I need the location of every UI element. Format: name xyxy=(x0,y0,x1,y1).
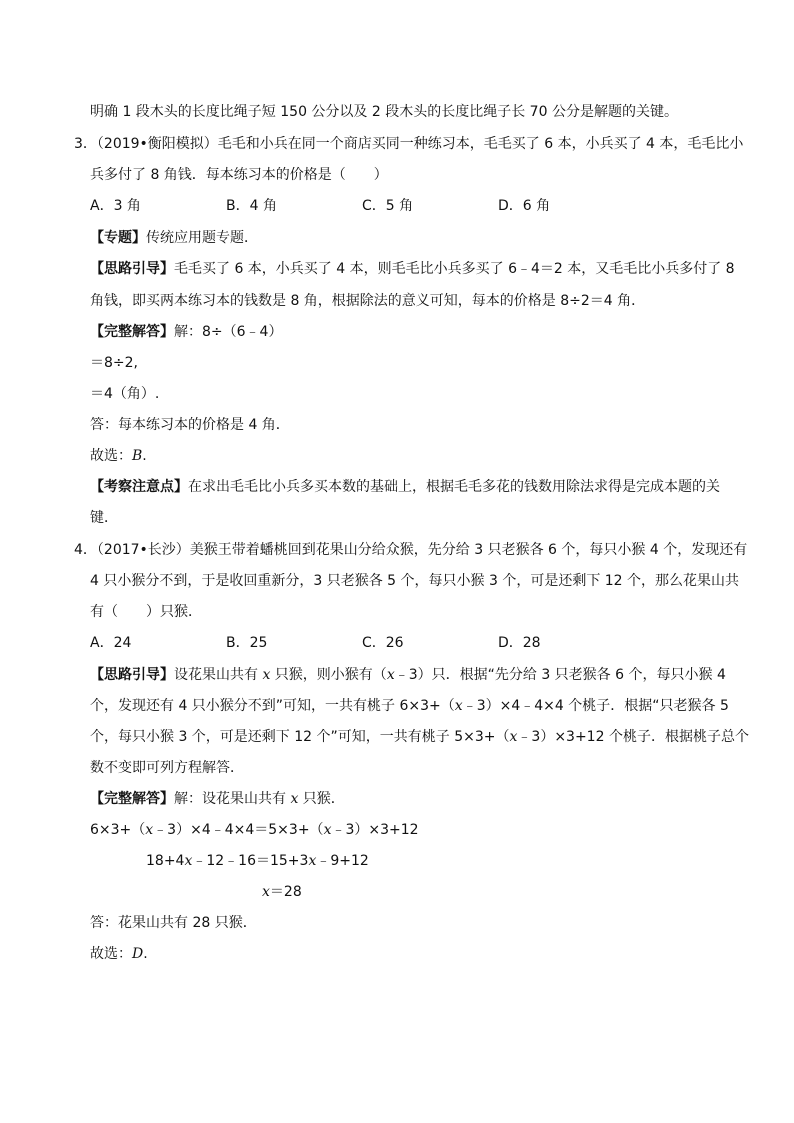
hint-text: 个，每只小猴 3 个，可是还剩下 12 个”可知，一共有桃子 5×3+（ xyxy=(90,729,510,745)
equation-text: ﹣3）×3+12 xyxy=(331,822,419,838)
hint-tag: 【思路引导】 xyxy=(90,667,174,683)
question-4-stem-line1: 4．（2017•长沙）美猴王带着蟠桃回到花果山分给众猴，先分给 3 只老猴各 6 个，每只小猴 4 个，发现还有 xyxy=(74,542,748,558)
hint-text: 设花果山共有 xyxy=(174,667,263,683)
variable-x: x xyxy=(454,698,463,714)
equation-line2 xyxy=(146,851,369,871)
question-3-stem-line2: 兵多付了 8 角钱．每本练习本的价格是（ ） xyxy=(90,167,388,183)
solution-line3: ＝4（角）. xyxy=(90,386,160,402)
hint-tag: 【思路引导】 xyxy=(90,261,174,277)
option-d: D．6 角 xyxy=(498,198,551,214)
variable-x: x xyxy=(509,729,518,745)
hint-line4: 数不变即可列方程解答． xyxy=(90,760,244,776)
equation-text: ﹣9+12 xyxy=(316,853,369,869)
variable-x: x xyxy=(386,667,395,683)
solution-tag: 【完整解答】 xyxy=(90,791,174,807)
note-line1 xyxy=(90,477,720,497)
hint-text: 个，发现还有 4 只小猴分不到”可知，一共有桃子 6×3+（ xyxy=(90,698,455,714)
equation-text: ﹣12﹣16＝15+3 xyxy=(192,853,309,869)
solution-line1 xyxy=(90,322,282,342)
option-a: A．3 角 xyxy=(90,198,141,214)
question-4-options xyxy=(90,633,650,653)
topic-tag: 【专题】 xyxy=(90,230,146,246)
previous-solution-tail: 明确 1 段木头的长度比绳子短 150 公分以及 2 段木头的长度比绳子长 70 公分是解题的关键。 xyxy=(90,104,678,120)
topic-line xyxy=(90,228,258,248)
option-a: A．24 xyxy=(90,635,132,651)
option-c: C．26 xyxy=(362,635,404,651)
variable-x: x xyxy=(262,884,270,900)
option-b: B．4 角 xyxy=(226,198,277,214)
hint-line1 xyxy=(90,259,735,279)
question-3-options xyxy=(90,196,650,216)
solution-text: 解：设花果山共有 xyxy=(174,791,291,807)
question-4-stem-line2: 4 只小猴分不到，于是收回重新分，3 只老猴各 5 个，每只小猴 3 个，可是还剩下 12 个，那么花果山共 xyxy=(90,573,740,589)
equation-line3 xyxy=(262,882,302,902)
choice-suffix: . xyxy=(142,448,147,464)
option-d: D．28 xyxy=(498,635,541,651)
hint-line1 xyxy=(90,665,726,685)
variable-x: x xyxy=(262,667,271,683)
choice-line xyxy=(90,944,148,964)
variable-x: x xyxy=(323,822,332,838)
note-tag: 【考察注意点】 xyxy=(90,479,188,495)
hint-text: ﹣3）×3+12 个桃子．根据桃子总个 xyxy=(517,729,749,745)
solution-text: 解：8÷（6﹣4） xyxy=(174,324,283,340)
option-c: C．5 角 xyxy=(362,198,414,214)
choice-prefix: 故选： xyxy=(90,448,132,464)
question-3-stem-line1: 3．（2019•衡阳模拟）毛毛和小兵在同一个商店买同一种练习本，毛毛买了 6 本，小兵买了 4 本，毛毛比小 xyxy=(74,136,744,152)
note-line2: 键． xyxy=(90,510,118,526)
question-4-stem-line3: 有（ ）只猴． xyxy=(90,604,202,620)
note-text: 在求出毛毛比小兵多买本数的基础上，根据毛毛多花的钱数用除法求得是完成本题的关 xyxy=(188,479,720,495)
hint-text: ﹣3）×4﹣4×4 个桃子．根据“只老猴各 5 xyxy=(462,698,729,714)
solution-line1 xyxy=(90,789,345,809)
variable-x: x xyxy=(184,853,193,869)
answer-line: 答：花果山共有 28 只猴． xyxy=(90,915,257,931)
equation-text: 18+4 xyxy=(146,853,185,869)
answer-line: 答：每本练习本的价格是 4 角． xyxy=(90,417,290,433)
choice-prefix: 故选： xyxy=(90,946,132,962)
hint-text: ﹣3）只．根据“先分给 3 只老猴各 6 个，每只小猴 4 xyxy=(394,667,726,683)
solution-tag: 【完整解答】 xyxy=(90,324,174,340)
solution-line2: ＝8÷2, xyxy=(90,355,138,371)
hint-line3 xyxy=(90,727,749,747)
solution-text: 只猴． xyxy=(298,791,345,807)
variable-x: x xyxy=(308,853,317,869)
choice-suffix: . xyxy=(143,946,148,962)
equation-line1 xyxy=(90,820,419,840)
equation-text: 6×3+（ xyxy=(90,822,146,838)
hint-line2 xyxy=(90,696,729,716)
hint-text: 只猴，则小猴有（ xyxy=(270,667,387,683)
equation-text: ﹣3）×4﹣4×4＝5×3+（ xyxy=(153,822,324,838)
hint-text: 毛毛买了 6 本，小兵买了 4 本，则毛毛比小兵多买了 6﹣4＝2 本，又毛毛比小兵多付了 8 xyxy=(174,261,735,277)
equation-text: ＝28 xyxy=(269,884,302,900)
variable-x: x xyxy=(290,791,299,807)
choice-answer: B xyxy=(132,448,143,464)
choice-answer: D xyxy=(132,946,144,962)
choice-line xyxy=(90,446,147,466)
variable-x: x xyxy=(145,822,154,838)
hint-line2: 角钱，即买两本练习本的钱数是 8 角，根据除法的意义可知，每本的价格是 8÷2＝4 角． xyxy=(90,293,646,309)
option-b: B．25 xyxy=(226,635,268,651)
topic-text: 传统应用题专题． xyxy=(146,230,258,246)
